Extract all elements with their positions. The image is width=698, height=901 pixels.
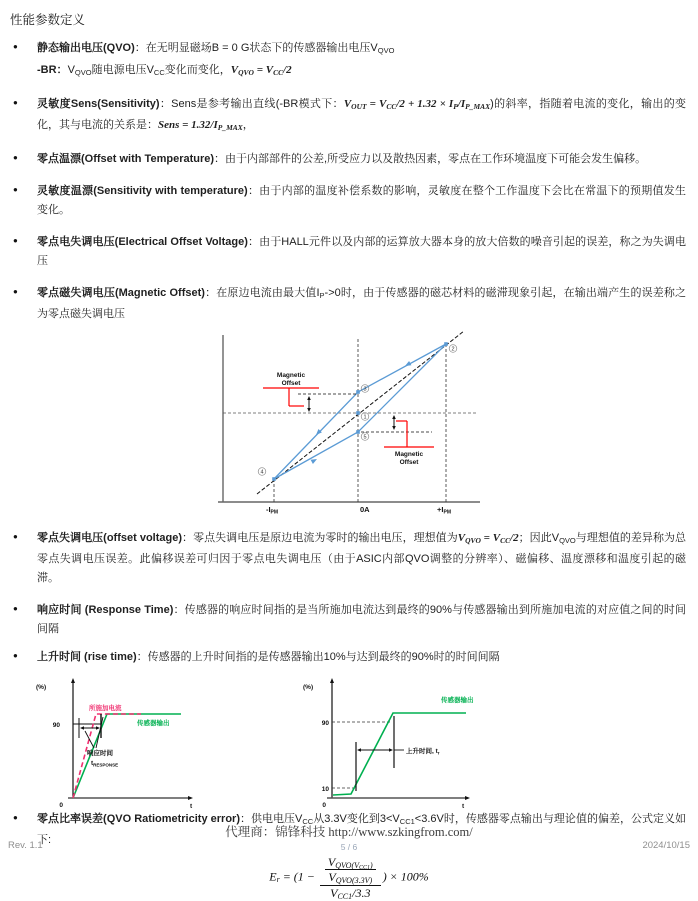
rise-time-definition: 上升时间 (rise time)：传感器的上升时间指的是传感器输出10%与达到最终的90%时的时间间隔 [37,651,500,663]
response-time-annotation: 响应时间 [87,750,113,757]
bullet-item-rise-time [10,648,688,667]
rise-time-markers [356,716,404,791]
hysteresis-diagram-wrap [206,329,688,521]
formula-lhs: E [269,869,277,884]
bullet-item-offset-temperature [10,150,688,169]
bullet-marker: ● [13,287,18,296]
bullet-marker: ● [13,153,18,162]
x-tick-zero: 0A [360,505,370,514]
footer-revision: Rev. 1.1 [8,840,43,851]
bullet-item-sensitivity-temperature [10,182,688,220]
rise-time-chart [300,672,478,808]
offset-temperature-definition: 零点温漂(Offset with Temperature)：由于内部部件的公差,所受应力以及散热因素，零点在工作环境温度下可能会发生偏移。 [37,153,647,165]
response-axes [68,678,193,800]
timing-diagrams-row [10,672,688,808]
bullet-item-qvo [10,39,688,82]
point-label-3: 3 [363,386,367,393]
footer-agent-line[interactable]: 代理商：锦锋科技 http://www.szkingfrom.com/ [225,825,473,839]
magnetic-offset-annotation-right [361,415,434,466]
hysteresis-loop [274,344,446,479]
rise-y-unit: (%) [303,684,314,691]
qvo-definition: 静态输出电压(QVO)：在无明显磁场B = 0 G状态下的传感器输出电压VQVO [37,42,395,55]
bullet-item-electrical-offset [10,233,688,271]
footer-date: 2024/10/15 [642,840,690,851]
point-label-2: 2 [451,346,455,353]
hysteresis-x-ticks [266,505,451,516]
footer-page-number: 5 / 6 [340,842,358,852]
rise-x-unit: t [462,803,465,810]
outer-fraction: $\frac{\frac{VQVO(V_{CC1})}{\text{VQVO(3.3V)}}}{\text{VCC1/3.3}}$ [320,855,381,900]
ratiometricity-formula: Er = (1 − $\frac{\frac{VQVO(V_{CC1})}{\text{VQVO(3.3V)}}}{\text{VCC1/3.3}}$ ) × 100% [269,855,429,901]
loop-point-markers [272,342,448,481]
bullet-marker: ● [13,236,18,245]
hysteresis-guides [223,338,478,502]
magnetic-offset-definition: 零点磁失调电压(Magnetic Offset)：在原边电流由最大值IP->0时，由于传感器的磁芯材料的磁滞现象引起，在输出端产生的误差称之为零点磁失调电压 [37,287,686,320]
applied-current-label: 所施加电流 [89,705,122,712]
bullet-item-magnetic-offset [10,284,688,324]
rise-output-label: 传感器输出 [441,697,474,704]
x-tick-pos-ipm: $+I_{PM}$ [437,505,451,516]
rise-tick-10: 10 [321,786,329,793]
magnetic-offset-label-left-line2: Offset [281,380,301,387]
bullet-marker: ● [13,813,18,822]
bullet-marker: ● [13,604,18,613]
magnetic-offset-label-right-line1: Magnetic [394,451,424,458]
inner-fraction: $\frac{VQVO(V_{CC1})}{\text{VQVO(3.3V)}}$ [325,855,376,885]
rise-time-annotation: 上升时间, $t_r$ [406,748,440,756]
qvo-br-note: -BR：VQVO随电源电压VCC变化而变化，VQVO = VCC/2 [37,64,292,77]
response-x-unit: t [190,803,193,810]
sensitivity-temperature-definition: 灵敏度温漂(Sensitivity with temperature)：由于内部的温度补偿系数的影响，灵敏度在整个工作温度下会比在常温下的预期值发生变化。 [37,185,686,216]
hysteresis-axes [218,335,480,502]
ideal-line [257,331,464,494]
electrical-offset-definition: 零点电失调电压(Electrical Offset Voltage)：由于HALL元件以及内部的运算放大器本身的放大倍数的噪音引起的误差，称之为失调电压 [37,236,686,267]
x-tick-neg-ipm: $-I_{PM}$ [265,505,279,516]
bullet-marker: ● [13,532,18,541]
response-origin: 0 [59,802,63,809]
response-y-unit: (%) [36,684,47,691]
bullet-item-offset-voltage [10,529,688,588]
bullet-marker: ● [13,42,18,51]
bullet-item-sensitivity [10,95,688,137]
page-title: 性能参数定义 [10,13,86,27]
point-label-1: 1 [363,414,367,421]
sensitivity-definition: 灵敏度Sens(Sensitivity)：Sens是参考输出直线(-BR模式下：VOUT = VCC/2 + 1.32 × IP/IP_MAX)的斜率，指随着电流的变化，输出的变化，其与电流的关系是：Sens = 1.32/IP_MAX， [37,98,686,132]
loop-point-labels [258,345,457,476]
magnetic-offset-label-right-line2: Offset [399,459,419,466]
magnetic-offset-label-left-line1: Magnetic [276,372,306,379]
rise-origin: 0 [322,802,326,809]
hysteresis-diagram [206,329,484,521]
response-time-chart [30,672,208,808]
bullet-marker: ● [13,98,18,107]
offset-voltage-definition: 零点失调电压(offset voltage)：零点失调电压是原边电流为零时的输出电压，理想值为VQVO = VCC/2；因此VQVO与理想值的差异称为总零点失调电压误差。此偏移误差可归因于零点电失调电压（由于ASIC内部QVO调整的分辨率）、磁偏移、温度漂移和温度引起的磁滞。 [37,532,687,584]
response-time-markers [79,714,103,748]
response-time-symbol: $t_{RESPONSE}$ [91,760,119,768]
rise-output-curve [333,713,466,795]
sensor-output-label: 传感器输出 [137,720,170,727]
bullet-item-response-time [10,601,688,639]
response-time-definition: 响应时间 (Response Time)：传感器的响应时间指的是当所施加电流达到最终的90%与传感器输出到所施加电流的对应值之间的时间间隔 [37,604,686,635]
point-label-4: 4 [260,469,264,476]
bullet-marker: ● [13,651,18,660]
rise-tick-90: 90 [321,720,329,727]
ratiometricity-definition: 零点比率误差(QVO Ratiometricity error)：供电电压VCC从3.3V变化到3<VCC1<3.6V时，传感器零点输出与理论值的偏差，公式定义如下: [37,813,687,846]
point-label-5: 5 [363,434,367,441]
magnetic-offset-annotation-left [263,372,356,412]
response-tick-90: 90 [52,722,60,729]
bullet-marker: ● [13,185,18,194]
